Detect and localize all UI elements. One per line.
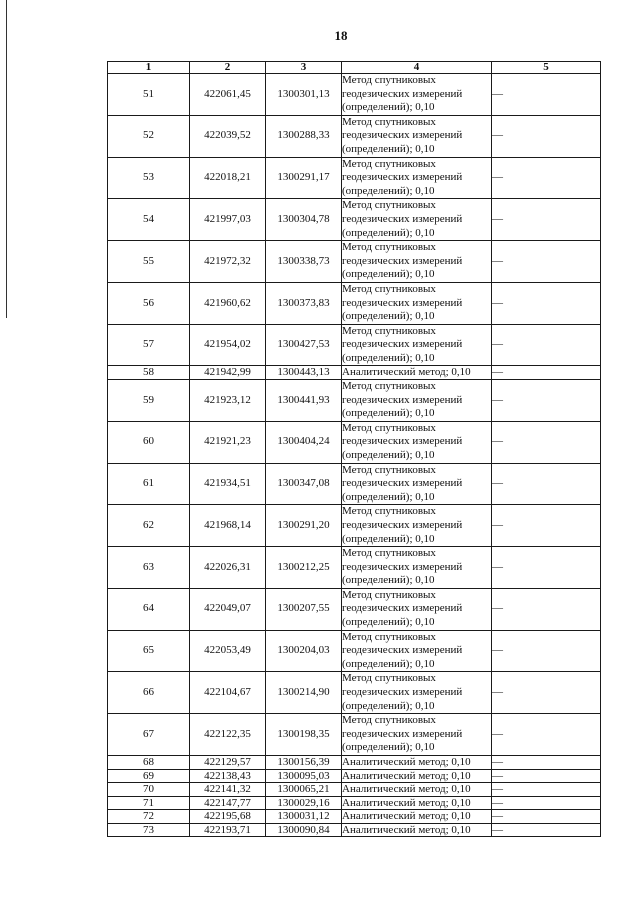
method-line: (определений); 0,10 — [342, 532, 435, 545]
y-coordinate-cell: 1300301,13 — [266, 74, 342, 116]
table-row — [108, 588, 601, 630]
y-coordinate-cell: 1300198,35 — [266, 714, 342, 756]
point-number-cell: 60 — [108, 421, 190, 463]
x-coordinate-cell: 421923,12 — [190, 379, 266, 421]
method-cell: Аналитический метод; 0,10 — [342, 366, 492, 380]
table-row — [108, 505, 601, 547]
method-line: геодезических измерений — [342, 129, 463, 142]
header-col-5: 5 — [492, 62, 601, 74]
method-line: Метод спутниковых — [342, 630, 436, 643]
x-coordinate-cell: 422049,07 — [190, 588, 266, 630]
note-dash-cell: — — [492, 714, 601, 756]
table-header-row — [108, 62, 601, 74]
method-line: Метод спутниковых — [342, 74, 436, 86]
note-dash-cell: — — [492, 157, 601, 199]
table-row — [108, 796, 601, 810]
table-row — [108, 823, 601, 837]
note-dash-cell: — — [492, 324, 601, 366]
method-line: (определений); 0,10 — [342, 448, 435, 461]
method-line: Метод спутниковых — [342, 463, 436, 476]
method-line: (определений); 0,10 — [342, 268, 435, 281]
note-dash-cell: — — [492, 783, 601, 797]
table-row — [108, 115, 601, 157]
table-row — [108, 769, 601, 783]
method-cell — [342, 672, 492, 714]
y-coordinate-cell: 1300204,03 — [266, 630, 342, 672]
point-number-cell: 55 — [108, 241, 190, 283]
x-coordinate-cell: 421934,51 — [190, 463, 266, 505]
method-cell — [342, 74, 492, 116]
table-row — [108, 463, 601, 505]
method-line: (определений); 0,10 — [342, 574, 435, 587]
method-line: (определений); 0,10 — [342, 616, 435, 629]
point-number-cell: 64 — [108, 588, 190, 630]
x-coordinate-cell: 421942,99 — [190, 366, 266, 380]
x-coordinate-cell: 422053,49 — [190, 630, 266, 672]
y-coordinate-cell: 1300207,55 — [266, 588, 342, 630]
note-dash-cell: — — [492, 823, 601, 837]
method-cell: Аналитический метод; 0,10 — [342, 796, 492, 810]
method-cell — [342, 463, 492, 505]
method-cell — [342, 714, 492, 756]
method-line: Метод спутниковых — [342, 421, 436, 434]
method-line: геодезических измерений — [342, 644, 463, 657]
note-dash-cell: — — [492, 282, 601, 324]
point-number-cell: 59 — [108, 379, 190, 421]
method-cell: Аналитический метод; 0,10 — [342, 810, 492, 824]
x-coordinate-cell: 421954,02 — [190, 324, 266, 366]
x-coordinate-cell: 422147,77 — [190, 796, 266, 810]
point-number-cell: 66 — [108, 672, 190, 714]
y-coordinate-cell: 1300373,83 — [266, 282, 342, 324]
method-line: (определений); 0,10 — [342, 490, 435, 503]
left-margin-line — [6, 0, 7, 318]
method-cell — [342, 505, 492, 547]
method-cell — [342, 588, 492, 630]
method-line: геодезических измерений — [342, 602, 463, 615]
note-dash-cell: — — [492, 796, 601, 810]
header-col-2: 2 — [190, 62, 266, 74]
y-coordinate-cell: 1300291,17 — [266, 157, 342, 199]
x-coordinate-cell: 421972,32 — [190, 241, 266, 283]
method-cell — [342, 379, 492, 421]
table-row — [108, 366, 601, 380]
point-number-cell: 51 — [108, 74, 190, 116]
method-line: геодезических измерений — [342, 338, 463, 351]
method-line: геодезических измерений — [342, 296, 463, 309]
header-col-3: 3 — [266, 62, 342, 74]
y-coordinate-cell: 1300404,24 — [266, 421, 342, 463]
table-row — [108, 157, 601, 199]
method-line: Метод спутниковых — [342, 157, 436, 170]
method-line: Метод спутниковых — [342, 379, 436, 392]
method-line: геодезических измерений — [342, 254, 463, 267]
point-number-cell: 63 — [108, 547, 190, 589]
x-coordinate-cell: 422138,43 — [190, 769, 266, 783]
x-coordinate-cell: 422039,52 — [190, 115, 266, 157]
point-number-cell: 72 — [108, 810, 190, 824]
method-line: геодезических измерений — [342, 435, 463, 448]
note-dash-cell: — — [492, 547, 601, 589]
table-row — [108, 714, 601, 756]
header-col-4: 4 — [342, 62, 492, 74]
x-coordinate-cell: 422104,67 — [190, 672, 266, 714]
note-dash-cell: — — [492, 74, 601, 116]
table-row — [108, 783, 601, 797]
table-row — [108, 547, 601, 589]
method-line: (определений); 0,10 — [342, 101, 435, 114]
y-coordinate-cell: 1300029,16 — [266, 796, 342, 810]
method-line: геодезических измерений — [342, 87, 463, 100]
header-col-1: 1 — [108, 62, 190, 74]
table-row — [108, 241, 601, 283]
table-body — [108, 74, 601, 837]
method-line: (определений); 0,10 — [342, 699, 435, 712]
method-line: Метод спутниковых — [342, 714, 436, 727]
method-cell — [342, 630, 492, 672]
method-line: Метод спутниковых — [342, 505, 436, 518]
method-cell — [342, 324, 492, 366]
method-cell — [342, 547, 492, 589]
method-line: (определений); 0,10 — [342, 184, 435, 197]
method-cell: Аналитический метод; 0,10 — [342, 769, 492, 783]
y-coordinate-cell: 1300304,78 — [266, 199, 342, 241]
x-coordinate-cell: 422193,71 — [190, 823, 266, 837]
method-line: геодезических измерений — [342, 686, 463, 699]
x-coordinate-cell: 422129,57 — [190, 756, 266, 770]
method-line: (определений); 0,10 — [342, 351, 435, 364]
x-coordinate-cell: 421968,14 — [190, 505, 266, 547]
y-coordinate-cell: 1300214,90 — [266, 672, 342, 714]
method-line: Метод спутниковых — [342, 199, 436, 212]
table-row — [108, 630, 601, 672]
table-row — [108, 421, 601, 463]
method-line: Метод спутниковых — [342, 282, 436, 295]
note-dash-cell: — — [492, 810, 601, 824]
point-number-cell: 70 — [108, 783, 190, 797]
note-dash-cell: — — [492, 756, 601, 770]
method-line: Метод спутниковых — [342, 547, 436, 560]
coordinates-table — [107, 61, 601, 837]
y-coordinate-cell: 1300156,39 — [266, 756, 342, 770]
x-coordinate-cell: 422141,32 — [190, 783, 266, 797]
note-dash-cell: — — [492, 672, 601, 714]
point-number-cell: 61 — [108, 463, 190, 505]
point-number-cell: 69 — [108, 769, 190, 783]
point-number-cell: 73 — [108, 823, 190, 837]
point-number-cell: 52 — [108, 115, 190, 157]
note-dash-cell: — — [492, 505, 601, 547]
method-line: геодезических измерений — [342, 171, 463, 184]
point-number-cell: 65 — [108, 630, 190, 672]
note-dash-cell: — — [492, 588, 601, 630]
method-line: Метод спутниковых — [342, 672, 436, 685]
method-cell — [342, 282, 492, 324]
method-line: (определений); 0,10 — [342, 657, 435, 670]
x-coordinate-cell: 421997,03 — [190, 199, 266, 241]
method-line: (определений); 0,10 — [342, 407, 435, 420]
method-cell: Аналитический метод; 0,10 — [342, 756, 492, 770]
table-row — [108, 672, 601, 714]
method-line: Метод спутниковых — [342, 588, 436, 601]
point-number-cell: 68 — [108, 756, 190, 770]
point-number-cell: 56 — [108, 282, 190, 324]
table-row — [108, 756, 601, 770]
note-dash-cell: — — [492, 241, 601, 283]
y-coordinate-cell: 1300095,03 — [266, 769, 342, 783]
point-number-cell: 53 — [108, 157, 190, 199]
method-line: геодезических измерений — [342, 477, 463, 490]
table-row — [108, 74, 601, 116]
y-coordinate-cell: 1300441,93 — [266, 379, 342, 421]
table-row — [108, 324, 601, 366]
point-number-cell: 58 — [108, 366, 190, 380]
note-dash-cell: — — [492, 630, 601, 672]
method-line: (определений); 0,10 — [342, 310, 435, 323]
point-number-cell: 57 — [108, 324, 190, 366]
y-coordinate-cell: 1300065,21 — [266, 783, 342, 797]
method-line: (определений); 0,10 — [342, 226, 435, 239]
x-coordinate-cell: 421921,23 — [190, 421, 266, 463]
method-cell — [342, 241, 492, 283]
y-coordinate-cell: 1300212,25 — [266, 547, 342, 589]
y-coordinate-cell: 1300291,20 — [266, 505, 342, 547]
x-coordinate-cell: 421960,62 — [190, 282, 266, 324]
method-line: Метод спутниковых — [342, 115, 436, 128]
x-coordinate-cell: 422061,45 — [190, 74, 266, 116]
method-line: геодезических измерений — [342, 727, 463, 740]
y-coordinate-cell: 1300338,73 — [266, 241, 342, 283]
y-coordinate-cell: 1300347,08 — [266, 463, 342, 505]
y-coordinate-cell: 1300288,33 — [266, 115, 342, 157]
note-dash-cell: — — [492, 421, 601, 463]
x-coordinate-cell: 422018,21 — [190, 157, 266, 199]
point-number-cell: 62 — [108, 505, 190, 547]
method-line: Метод спутниковых — [342, 241, 436, 254]
page-number: 18 — [334, 28, 348, 43]
method-line: (определений); 0,10 — [342, 741, 435, 754]
note-dash-cell: — — [492, 366, 601, 380]
table-row — [108, 199, 601, 241]
x-coordinate-cell: 422026,31 — [190, 547, 266, 589]
note-dash-cell: — — [492, 769, 601, 783]
method-cell — [342, 421, 492, 463]
method-line: геодезических измерений — [342, 212, 463, 225]
method-line: Метод спутниковых — [342, 324, 436, 337]
point-number-cell: 54 — [108, 199, 190, 241]
y-coordinate-cell: 1300443,13 — [266, 366, 342, 380]
note-dash-cell: — — [492, 199, 601, 241]
method-cell — [342, 157, 492, 199]
method-cell: Аналитический метод; 0,10 — [342, 823, 492, 837]
table-row — [108, 810, 601, 824]
method-line: (определений); 0,10 — [342, 142, 435, 155]
point-number-cell: 71 — [108, 796, 190, 810]
note-dash-cell: — — [492, 379, 601, 421]
x-coordinate-cell: 422122,35 — [190, 714, 266, 756]
method-line: геодезических измерений — [342, 518, 463, 531]
method-line: геодезических измерений — [342, 560, 463, 573]
y-coordinate-cell: 1300090,84 — [266, 823, 342, 837]
y-coordinate-cell: 1300427,53 — [266, 324, 342, 366]
method-cell — [342, 199, 492, 241]
note-dash-cell: — — [492, 463, 601, 505]
table-row — [108, 282, 601, 324]
point-number-cell: 67 — [108, 714, 190, 756]
table-row — [108, 379, 601, 421]
method-line: геодезических измерений — [342, 393, 463, 406]
y-coordinate-cell: 1300031,12 — [266, 810, 342, 824]
x-coordinate-cell: 422195,68 — [190, 810, 266, 824]
note-dash-cell: — — [492, 115, 601, 157]
method-cell: Аналитический метод; 0,10 — [342, 783, 492, 797]
method-cell — [342, 115, 492, 157]
